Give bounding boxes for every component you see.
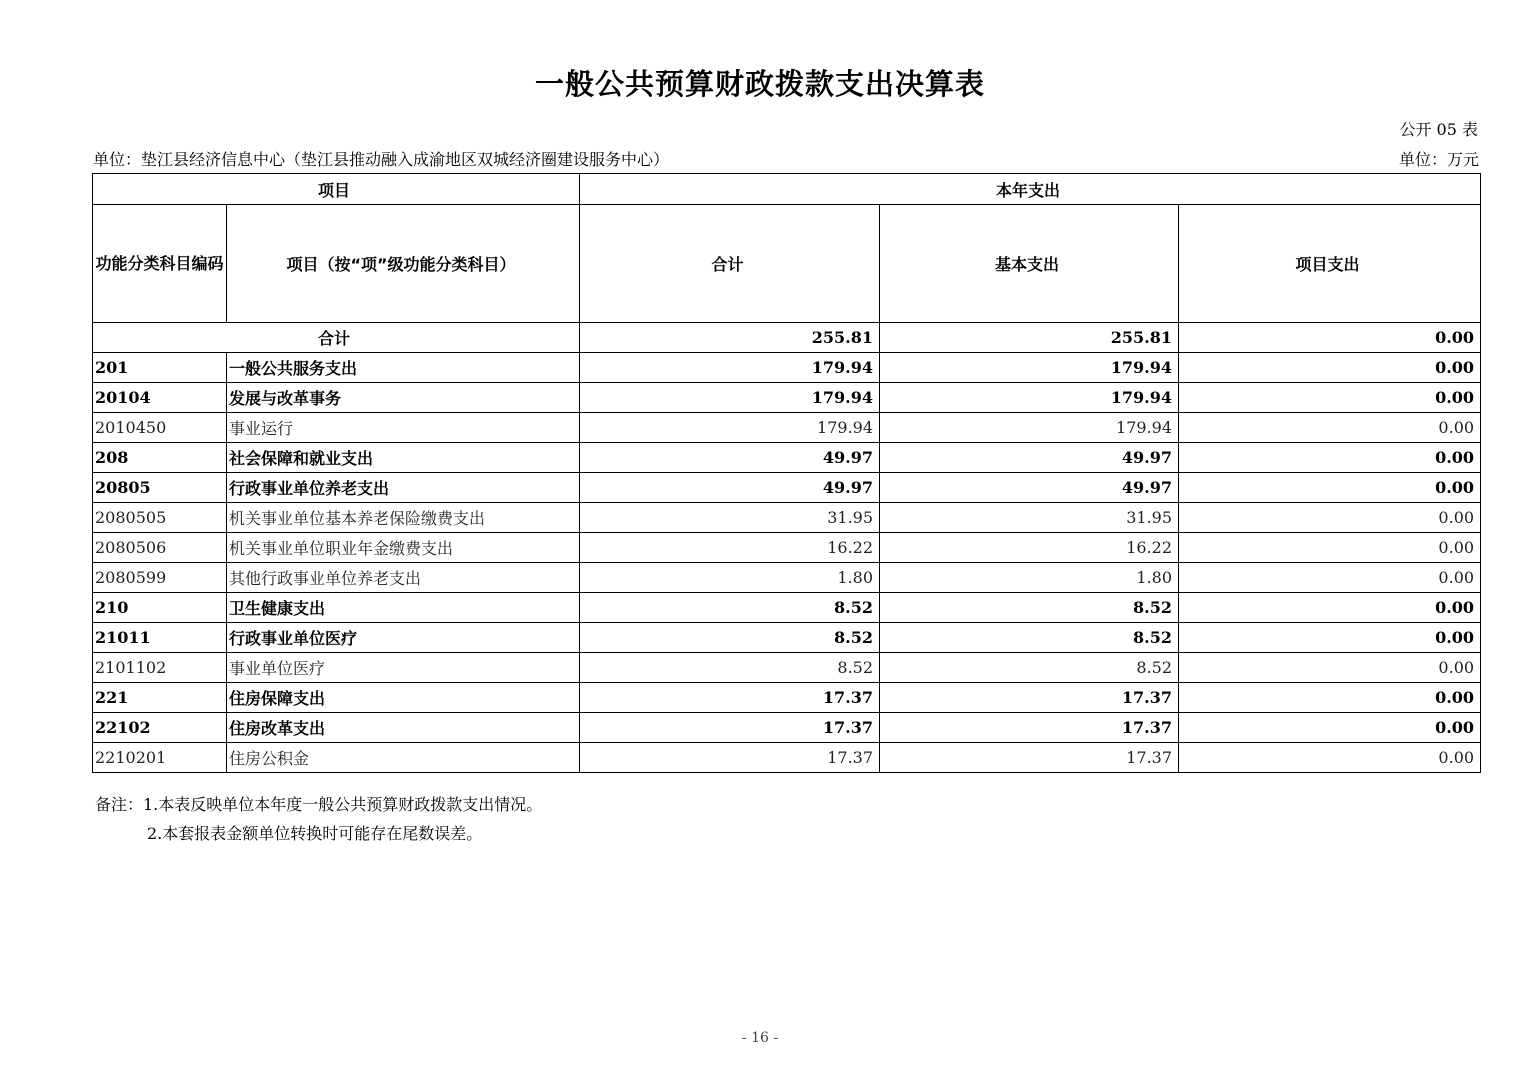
- row-total: 31.95: [580, 503, 880, 533]
- table-row: [93, 383, 1481, 413]
- form-number: 公开 05 表: [1399, 120, 1478, 139]
- page-number: - 16 -: [741, 1030, 779, 1046]
- row-total: 17.37: [580, 683, 880, 713]
- table-row: [93, 593, 1481, 623]
- row-total: 8.52: [580, 623, 880, 653]
- table-row: [93, 503, 1481, 533]
- row-code: 2080505: [93, 503, 227, 533]
- row-project: 0.00: [1179, 533, 1481, 563]
- header-row-bottom: [93, 205, 1481, 323]
- page-title: 一般公共预算财政拨款支出决算表: [534, 67, 985, 101]
- unit-organization: 单位：垫江县经济信息中心（垫江县推动融入成渝地区双城经济圈建设服务中心）: [93, 150, 670, 169]
- row-name: 机关事业单位职业年金缴费支出: [227, 533, 580, 563]
- note-line-1: 备注：1.本表反映单位本年度一般公共预算财政拨款支出情况。: [95, 795, 543, 814]
- row-name: 事业单位医疗: [227, 653, 580, 683]
- header-basic: 基本支出: [880, 205, 1179, 323]
- row-basic: 49.97: [880, 443, 1179, 473]
- row-code: 20104: [93, 383, 227, 413]
- table-row: [93, 653, 1481, 683]
- row-code: 210: [93, 593, 227, 623]
- row-project: 0.00: [1179, 503, 1481, 533]
- row-name: 住房改革支出: [227, 713, 580, 743]
- row-project: 0.00: [1179, 353, 1481, 383]
- row-project: 0.00: [1179, 683, 1481, 713]
- unit-currency: 单位：万元: [1398, 150, 1479, 169]
- row-project: 0.00: [1179, 563, 1481, 593]
- row-basic: 49.97: [880, 473, 1179, 503]
- table-row: [93, 623, 1481, 653]
- row-basic: 17.37: [880, 683, 1179, 713]
- row-basic: 179.94: [880, 413, 1179, 443]
- notes: [95, 790, 542, 848]
- total-project: 0.00: [1179, 323, 1481, 353]
- row-name: 机关事业单位基本养老保险缴费支出: [227, 503, 580, 533]
- row-name: 一般公共服务支出: [227, 353, 580, 383]
- header-total: 合计: [580, 205, 880, 323]
- table-row: [93, 533, 1481, 563]
- table-row: [93, 353, 1481, 383]
- row-basic: 17.37: [880, 713, 1179, 743]
- row-total: 179.94: [580, 383, 880, 413]
- row-total: 1.80: [580, 563, 880, 593]
- row-code: 22102: [93, 713, 227, 743]
- total-label: 合计: [93, 323, 580, 353]
- row-project: 0.00: [1179, 653, 1481, 683]
- row-basic: 179.94: [880, 353, 1179, 383]
- header-code: 功能分类科目编码: [93, 205, 227, 323]
- header-row-top: [93, 174, 1481, 205]
- row-project: 0.00: [1179, 593, 1481, 623]
- row-code: 2080506: [93, 533, 227, 563]
- row-basic: 16.22: [880, 533, 1179, 563]
- total-row: [93, 323, 1481, 353]
- row-total: 179.94: [580, 413, 880, 443]
- row-name: 行政事业单位医疗: [227, 623, 580, 653]
- row-basic: 31.95: [880, 503, 1179, 533]
- row-code: 2210201: [93, 743, 227, 773]
- row-basic: 8.52: [880, 623, 1179, 653]
- row-basic: 179.94: [880, 383, 1179, 413]
- row-code: 208: [93, 443, 227, 473]
- row-project: 0.00: [1179, 443, 1481, 473]
- row-code: 221: [93, 683, 227, 713]
- table-row: [93, 473, 1481, 503]
- row-basic: 8.52: [880, 593, 1179, 623]
- row-project: 0.00: [1179, 623, 1481, 653]
- row-total: 49.97: [580, 473, 880, 503]
- note-line-2: 2.本套报表金额单位转换时可能存在尾数误差。: [147, 824, 483, 843]
- header-project: 项目支出: [1179, 205, 1481, 323]
- unit-row: [93, 147, 1479, 169]
- row-project: 0.00: [1179, 473, 1481, 503]
- row-name: 社会保障和就业支出: [227, 443, 580, 473]
- row-project: 0.00: [1179, 413, 1481, 443]
- row-total: 16.22: [580, 533, 880, 563]
- row-name: 事业运行: [227, 413, 580, 443]
- row-code: 2101102: [93, 653, 227, 683]
- row-name: 住房公积金: [227, 743, 580, 773]
- total-basic: 255.81: [880, 323, 1179, 353]
- header-item-detail: 项目（按“项”级功能分类科目）: [227, 205, 580, 323]
- table-row: [93, 413, 1481, 443]
- row-code: 20805: [93, 473, 227, 503]
- row-name: 卫生健康支出: [227, 593, 580, 623]
- row-name: 其他行政事业单位养老支出: [227, 563, 580, 593]
- row-total: 179.94: [580, 353, 880, 383]
- table-row: [93, 443, 1481, 473]
- row-total: 17.37: [580, 743, 880, 773]
- row-code: 2010450: [93, 413, 227, 443]
- row-total: 49.97: [580, 443, 880, 473]
- expenditure-table: [92, 173, 1481, 773]
- row-project: 0.00: [1179, 713, 1481, 743]
- table-row: [93, 743, 1481, 773]
- row-total: 17.37: [580, 713, 880, 743]
- row-project: 0.00: [1179, 383, 1481, 413]
- row-total: 8.52: [580, 593, 880, 623]
- row-basic: 17.37: [880, 743, 1179, 773]
- table-row: [93, 563, 1481, 593]
- header-current-year: 本年支出: [580, 174, 1481, 205]
- row-code: 201: [93, 353, 227, 383]
- total-sum: 255.81: [580, 323, 880, 353]
- row-code: 2080599: [93, 563, 227, 593]
- row-basic: 8.52: [880, 653, 1179, 683]
- row-project: 0.00: [1179, 743, 1481, 773]
- row-total: 8.52: [580, 653, 880, 683]
- table-row: [93, 683, 1481, 713]
- header-item: 项目: [93, 174, 580, 205]
- row-name: 住房保障支出: [227, 683, 580, 713]
- row-basic: 1.80: [880, 563, 1179, 593]
- row-name: 行政事业单位养老支出: [227, 473, 580, 503]
- row-name: 发展与改革事务: [227, 383, 580, 413]
- table-row: [93, 713, 1481, 743]
- row-code: 21011: [93, 623, 227, 653]
